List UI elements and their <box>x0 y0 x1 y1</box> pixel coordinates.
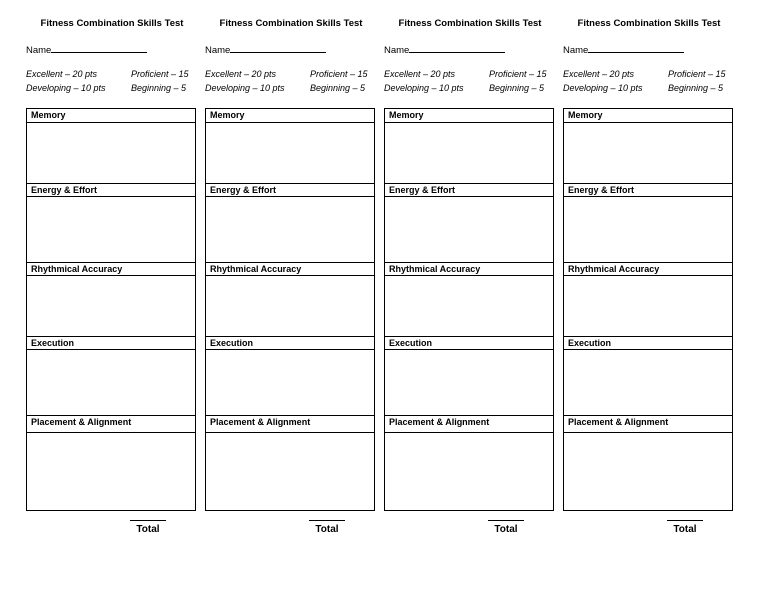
scale-developing: Developing – 10 pts <box>384 83 464 93</box>
scale-row-2 <box>205 83 366 93</box>
scale-excellent: Excellent – 20 pts <box>26 69 98 79</box>
section-header-rhythmical-accuracy: Rhythmical Accuracy <box>564 262 732 276</box>
scoring-grid <box>384 108 554 511</box>
total-label: Total <box>673 524 697 535</box>
section-header-execution: Execution <box>385 336 553 350</box>
total-field[interactable] <box>309 520 345 535</box>
section-header-rhythmical-accuracy: Rhythmical Accuracy <box>385 262 553 276</box>
total-blank[interactable] <box>309 520 345 521</box>
section-header-memory: Memory <box>564 109 732 123</box>
scale-proficient: Proficient – 15 <box>668 69 726 79</box>
scale-proficient: Proficient – 15 <box>310 69 368 79</box>
name-field[interactable] <box>384 44 505 56</box>
scale-excellent: Excellent – 20 pts <box>205 69 277 79</box>
section-header-energy-effort: Energy & Effort <box>564 183 732 197</box>
total-field[interactable] <box>488 520 524 535</box>
scoring-grid <box>205 108 375 511</box>
total-field[interactable] <box>667 520 703 535</box>
scale-beginning: Beginning – 5 <box>310 83 366 93</box>
scale-beginning: Beginning – 5 <box>131 83 187 93</box>
section-header-execution: Execution <box>206 336 374 350</box>
scoresheet-column-1 <box>26 0 198 594</box>
name-field[interactable] <box>563 44 684 56</box>
scoring-grid <box>563 108 733 511</box>
name-label: Name <box>205 45 231 56</box>
total-label: Total <box>494 524 518 535</box>
name-blank[interactable] <box>51 44 147 53</box>
scale-row-1 <box>26 69 189 79</box>
section-header-execution: Execution <box>564 336 732 350</box>
scoresheet-title: Fitness Combination Skills Test <box>398 18 542 29</box>
section-header-energy-effort: Energy & Effort <box>206 183 374 197</box>
scale-proficient: Proficient – 15 <box>131 69 189 79</box>
scale-proficient: Proficient – 15 <box>489 69 547 79</box>
scale-row-1 <box>384 69 547 79</box>
scoresheet-title: Fitness Combination Skills Test <box>40 18 184 29</box>
total-blank[interactable] <box>130 520 166 521</box>
total-blank[interactable] <box>667 520 703 521</box>
scale-excellent: Excellent – 20 pts <box>384 69 456 79</box>
name-field[interactable] <box>205 44 326 56</box>
section-header-energy-effort: Energy & Effort <box>27 183 195 197</box>
scale-row-1 <box>205 69 368 79</box>
section-header-placement-alignment: Placement & Alignment <box>206 415 374 433</box>
scale-beginning: Beginning – 5 <box>489 83 545 93</box>
section-header-placement-alignment: Placement & Alignment <box>27 415 195 433</box>
scoresheet-title: Fitness Combination Skills Test <box>577 18 721 29</box>
scale-row-2 <box>563 83 724 93</box>
scale-row-2 <box>384 83 545 93</box>
scoresheet-title: Fitness Combination Skills Test <box>219 18 363 29</box>
scale-developing: Developing – 10 pts <box>26 83 106 93</box>
total-blank[interactable] <box>488 520 524 521</box>
section-header-placement-alignment: Placement & Alignment <box>385 415 553 433</box>
section-header-memory: Memory <box>206 109 374 123</box>
name-label: Name <box>384 45 410 56</box>
section-header-rhythmical-accuracy: Rhythmical Accuracy <box>27 262 195 276</box>
section-header-rhythmical-accuracy: Rhythmical Accuracy <box>206 262 374 276</box>
scale-developing: Developing – 10 pts <box>563 83 643 93</box>
total-label: Total <box>315 524 339 535</box>
name-label: Name <box>563 45 589 56</box>
scale-row-2 <box>26 83 187 93</box>
scoring-grid <box>26 108 196 511</box>
scoresheet-column-3 <box>384 0 556 594</box>
scoresheet-column-4 <box>563 0 735 594</box>
total-label: Total <box>136 524 160 535</box>
scale-developing: Developing – 10 pts <box>205 83 285 93</box>
name-field[interactable] <box>26 44 147 56</box>
scale-excellent: Excellent – 20 pts <box>563 69 635 79</box>
section-header-memory: Memory <box>27 109 195 123</box>
name-label: Name <box>26 45 52 56</box>
total-field[interactable] <box>130 520 166 535</box>
scoresheet-column-2 <box>205 0 377 594</box>
name-blank[interactable] <box>588 44 684 53</box>
name-blank[interactable] <box>230 44 326 53</box>
section-header-placement-alignment: Placement & Alignment <box>564 415 732 433</box>
scale-beginning: Beginning – 5 <box>668 83 724 93</box>
name-blank[interactable] <box>409 44 505 53</box>
section-header-memory: Memory <box>385 109 553 123</box>
section-header-energy-effort: Energy & Effort <box>385 183 553 197</box>
scale-row-1 <box>563 69 726 79</box>
section-header-execution: Execution <box>27 336 195 350</box>
